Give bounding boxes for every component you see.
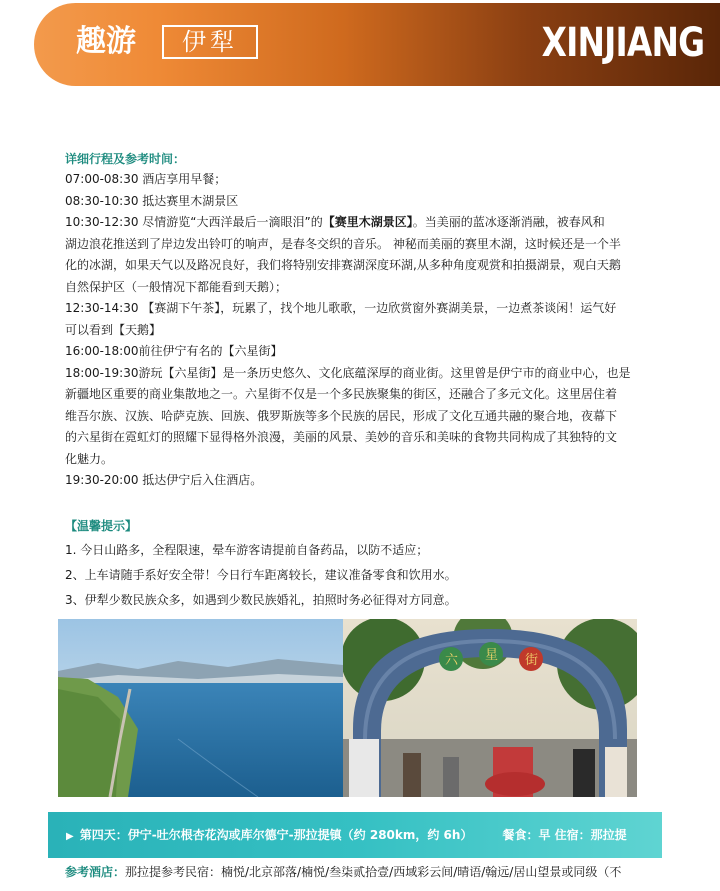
line-text: 18:00-19:30游玩【六星街】是一条历史悠久、文化底蕴深厚的商业街。这里曾是伊宁市的商业中心，也是	[65, 365, 631, 380]
itinerary-line	[65, 298, 665, 320]
itinerary-line	[65, 341, 665, 363]
header-banner	[0, 0, 720, 90]
hotel-text: 那拉提参考民宿：楠悦/北京部落/楠悦/叁柒贰拾壹/西域彩云间/晴语/翰远/居山望景或同级（不	[125, 865, 622, 879]
arch-sign-char: 六	[445, 653, 459, 668]
line-text: 12:30-14:30 【赛湖下午茶】，玩累了，找个地儿歌歌，一边欣赏窗外赛湖美景，一边煮茶谈闲！运气好	[65, 301, 617, 315]
brand-logo-text: 趣游	[76, 24, 136, 59]
line-text: 自然保护区（一般情况下都能看到天鹅）；	[65, 279, 288, 294]
arch-gate-icon	[343, 619, 637, 797]
itinerary-line	[65, 169, 665, 191]
line-text: 可以看到【天鹅】	[65, 322, 162, 337]
day4-meals-lodging: 餐食：早 住宿：那拉提	[502, 828, 627, 842]
itinerary-lines	[65, 169, 665, 492]
line-text: 10:30-12:30 尽情游览“大西洋最后一滴眼泪”的	[65, 215, 323, 229]
itinerary-line	[65, 449, 665, 471]
reference-hotel	[65, 862, 665, 882]
line-text: 化的冰湖，如果天气以及路况良好，我们将特别安排赛湖深度环湖,从多种角度观赏和拍摄湖景，观白天鹅	[65, 258, 621, 272]
region-logo-text: XINJIANG	[541, 20, 704, 66]
arch-sign-char: 星	[485, 648, 499, 663]
itinerary-line	[65, 384, 665, 406]
line-text: 16:00-18:00前往伊宁有名的【六星街】	[65, 344, 283, 358]
sayram-lake-photo	[58, 619, 343, 797]
line-text: 维吾尔族、汉族、哈萨克族、回族、俄罗斯族等多个民族的居民，形成了文化互通共融的聚合地，夜幕下	[65, 408, 618, 423]
itinerary-line	[65, 191, 665, 213]
liuxing-street-photo	[343, 619, 637, 797]
day4-header-bar	[48, 812, 662, 858]
line-text: 化魅力。	[65, 451, 114, 466]
tips-list	[65, 538, 665, 613]
itinerary-section	[65, 150, 665, 492]
line-text-tail: 。当美丽的蓝冰逐渐消融，被春风和	[412, 215, 605, 229]
triangle-right-icon: ▶	[66, 831, 74, 842]
itinerary-line	[65, 212, 665, 234]
arch-sign-char: 街	[525, 653, 539, 668]
day4-title: 第四天：伊宁-吐尔根杏花沟或库尔德宁-那拉提镇（约 280km，约 6h）	[79, 828, 473, 842]
lake-landscape-icon	[58, 619, 343, 797]
itinerary-line	[65, 255, 665, 277]
tip-item: 1. 今日山路多，全程限速，晕车游客请提前自备药品，以防不适应；	[65, 543, 429, 557]
tips-title: 【温馨提示】	[65, 519, 138, 533]
tip-item: 3、伊犁少数民族众多，如遇到少数民族婚礼，拍照时务必征得对方同意。	[65, 593, 457, 607]
itinerary-line	[65, 234, 665, 256]
itinerary-line	[65, 406, 665, 428]
line-bold-text: 【赛里木湖景区】	[322, 215, 413, 229]
itinerary-line	[65, 470, 665, 492]
itinerary-line	[65, 277, 665, 299]
line-text: 07:00-08:30 酒店享用早餐；	[65, 172, 227, 186]
line-text: 新疆地区重要的商业集散地之一。六星街不仅是一个多民族聚集的街区，还融合了多元文化。这里居住着	[65, 387, 618, 401]
itinerary-line	[65, 320, 665, 342]
itinerary-line	[65, 427, 665, 449]
line-text: 19:30-20:00 抵达伊宁后入住酒店。	[65, 473, 263, 487]
line-text: 08:30-10:30 抵达赛里木湖景区	[65, 193, 239, 208]
line-text: 的六星街在霓虹灯的照耀下显得格外浪漫，美丽的风景、美妙的音乐和美味的食物共同构成了其独特的文	[65, 430, 618, 444]
city-logo-box: 伊犁	[162, 25, 258, 59]
line-text: 湖边浪花推送到了岸边发出铃叮的响声，是春冬交织的音乐。 神秘而美丽的赛里木湖，这时候还是一个半	[65, 236, 621, 251]
itinerary-title: 详细行程及参考时间：	[65, 152, 186, 166]
tip-item: 2、上车请随手系好安全带！今日行车距离较长，建议准备零食和饮用水。	[65, 568, 457, 582]
itinerary-line	[65, 363, 665, 385]
hotel-label: 参考酒店：	[65, 865, 126, 879]
